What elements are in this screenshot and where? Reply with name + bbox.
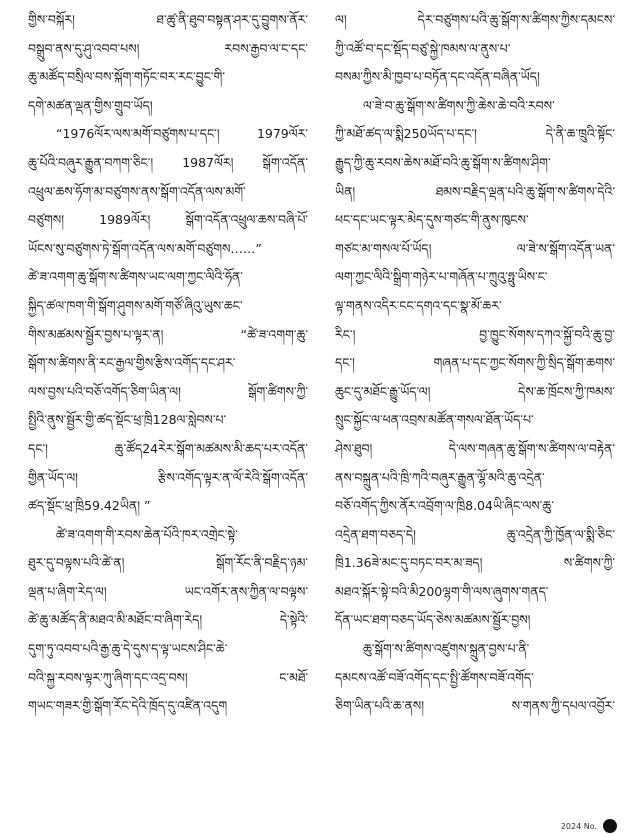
text-line: ཚེ་ཆུ་མཚོད་ནི་མཐའ་མི་མཐོང་བ་ཞིག་རེད། དེ་སྟེའི་ [28,612,308,628]
text-line: ལས་བྱས་པའི་བཅོ་འགོད་ཅིག་ཡིན་ལ། སྒོག་ཚིགས་ཀྱི་ [28,383,308,399]
text-line: ཆུ་པོའི་བཞུར་རྒྱུན་བཀག་ཅིང་། 1987ལོར། སྒོག་འདོན་ [28,154,308,170]
text-line: བའི་སྐྱ་རབས་ལྟར་ཀུ་ཞིག་དང་འདྲ་བས། ང་མཐོ་ [28,669,308,685]
page-footer [561,819,617,833]
text-line: ཆུ་སྒོག་ས་ཚིགས་འཛུགས་སྐྲུན་བྱས་པ་ནི་ [363,641,530,657]
text-line: འཕྲུལ་ཆས་ཧོག་མ་བཙུགས་ནས་སྒོག་འདོན་ལས་མགོ་ [28,183,246,199]
text-line: གཡང་གཟར་གྱི་སྒོག་རོང་དེའི་ཁྲོད་དུ་འཛིན་འདུག [28,698,228,714]
text-line: ཁྲི1.36ཟེ་མང་དུ་བཏང་བར་མ་ཟད། ས་ཚིགས་ཀྱི་ [335,555,615,571]
text-columns [28,6,615,806]
text-line: ཐུར་དུ་བལྟས་པའི་ཚེ་ན། སྒོག་རོང་ནི་བརྗིད་ཉམ་ [28,555,308,571]
text-line: ཚེ་ཟ་འགག་ཆུ་སྒོག་ས་ཚིགས་ཡང་ལག་ཀྱང་ལིའི་ཧོན་ [28,269,243,285]
text-line: གྱིས་བསྐོར། ཐ་ཚུ་ནི་ཐུབ་བསྟན་ཤར་དུ་བྱུགས་ནོར་ [28,12,308,27]
text-line: དང་། ཆུ་ཚོད24རེར་སྒོག་མཚམས་མི་ཆད་པར་འདོན་ [28,440,308,456]
text-line: ལག་ཀྱང་ལིའི་སྒྲིག་གཉེར་པ་གཞོན་པ་ཀྲུའུ་ཧྥུ་ཡིས་ང་ [335,269,548,285]
text-line: དོན་ཡང་ཐག་བཅད་ཡོད་ཅེས་མཚམས་སྦྱོར་བྱས། [335,612,531,628]
text-line: དུག་ཏུ་འབབ་པའི་རྒྱ་ཆུ་དེ་དུས་ད་ལྟ་ཡངས་ཤིང་ཆེ་ [28,641,228,657]
text-line: ཕང་དང་ཡང་ལྟར་མེད་དུས་གཙང་གི་ནུས་ཁུངས་ [335,212,529,228]
text-line: སྲུང་སྐྱོང་ལ་ཕན་འབྲས་མཚོན་གསལ་ཐོན་ཡོད་པ་ [335,412,534,428]
text-line: གཙང་མ་གསལ་པོ་ཡོད། ལ་ཟེ་ས་སྒོག་འདོན་ཡན་ [335,240,615,256]
right-column [335,6,615,806]
text-line: སྒོག་ས་ཚིགས་ནི་རང་རྒྱལ་གྱིས་རྩིས་འགོད་དང་ཤར་ [28,355,236,371]
text-line: གིས་མཚམས་སྦྱོར་བྱས་པ་ལྟར་ན། “ཚེ་ཟ་འགག་ཆུ་ [28,326,308,342]
text-line: བཅོ་འགོད་ཀྱིས་ནོར་འབྲོག་ལ་ཁྲི8.04ཡི་ཞིང་ལས་ཆུ་ [335,498,554,514]
text-line: བསྒྲུབ་ནས་དུ་ཤུ་འབབ་པས། རབས་རྒྱབ་ལ་ང་དང་ [28,40,308,56]
text-line: སྐྱིད་ཚལ་ཁག་གི་སྒོག་ཤུགས་མགོ་གཙོ་ཞིའུ་ཡུས་ཆང་ [28,297,243,313]
text-line: ཚེ་ཟ་འགག་གི་རབས་ཆེན་པོའི་ཁར་འགྲེང་སྟེ་ [56,526,238,542]
text-line: འདྲེན་ཐག་བཅད་དེ། ཆུ་འདྲེན་ཀྱི་ཁྱོན་ལ་སྨི་ཅིང་ [335,526,615,542]
page-footer-label: 2024 No. [560,821,597,831]
left-column [28,6,308,806]
text-line: མཐའ་སྐོར་སྟེ་བའི་མི200ལྷག་གི་ལས་ཞུགས་གནད་ [335,583,549,599]
text-line: ཅིག་ཡིན་པའི་ཆ་ནས། ས་གནས་ཀྱི་དཔལ་འབྱོར་ [335,698,615,714]
text-line: “1976ལོར་ལས་མགོ་བཙུགས་པ་དང་། 1979ལོར་ [56,126,308,142]
text-line: ཆུ་མཚོད་བསྲིལ་བས་སྐོག་གཏོང་བར་རང་བྱུང་གི་ [28,69,225,85]
text-line: བཙུགས། 1989ལོར། སྒོག་འདོན་འཕྲུལ་ཆས་བཞི་པོ་ [28,212,308,228]
text-line: ཀྱི་མཐོ་ཚད་ལ་སྨི250ཡོད་པ་དང་། དེ་ནི་ཆ་ཁྲུའི་སྟོང་ [335,126,615,142]
text-line: ཚད་སྡོང་ཕྲ་ཁྲི59.42ཡིན། ” [28,498,151,514]
text-line: སྤྱིའི་ནུས་སྦྱོར་གྱི་ཚད་སྡོང་ཕྲ་ཁྲི128ལ་སླེབས་པ་ [28,412,227,428]
text-line: དང་། གཞན་པ་དང་ཀྱང་སོགས་ཀྱི་སྲིད་སྒོག་ཆགས་ [335,355,615,371]
text-line: ལྟ་གནས་འདིར་ངང་དགའ་དང་སྣ་མོ་ཆར་ [335,297,502,313]
text-line: ཤེས་ཐུབ། དེ་ལས་གཞན་ཆུ་སྒོག་ས་ཚིགས་ལ་བརྟེན་ [335,440,615,456]
text-line: ཆུང་དུ་མཐོང་རྒྱུ་ཡོད་ལ། དེས་ཆ་ཁྲོངས་ཀྱི་ཁམས་ [335,383,615,399]
text-line: བསམ་ཀྱིས་མི་ཁྱབ་པ་བཏོན་དང་འདོན་བཞིན་ཡོད། [335,69,540,85]
text-line: ཀྱི་འཚོ་བ་དང་སྡོད་བཙུ་སྐྱེ་ཁམས་ལ་ནུས་པ་ [335,40,511,56]
text-line: དགེ་མཚན་ལྡན་གྱིས་གྲུབ་ཡོད། [28,97,153,113]
text-line: གྱིན་ཡོད་ལ། རྩིས་འགོད་ལྟར་ན་ལོ་རེའི་སྒོག་འདོན་ [28,469,308,485]
text-line: དམངས་འཚོ་བཟོ་འགོད་དང་སྤྱི་ཚོགས་བཟོ་འགོད་ [335,669,534,685]
text-line: ཡོངས་སུ་བཙུགས་ཏེ་སྒོག་འདོན་ལས་མགོ་བཙུགས……” [28,240,262,256]
page-number-badge [603,819,617,833]
text-line: ལྡན་པ་ཞིག་རེད་ལ། ཡང་འགོར་ནས་ཀྱིན་ལ་བལྟས་ [28,583,308,599]
text-line: ནས་བསྐྲུན་པའི་ཁྲི་ཀའི་བཞུར་རྒྱུན་ལྷོ་མའི་ཆུ་འདྲེན་ [335,469,545,485]
text-line: ལ་ཟེ་བ་ཆུ་སྒོག་ས་ཚིགས་ཀྱི་ཆེས་ཆེ་བའི་རབས་ [363,97,555,113]
text-line: ཡིན། ཐམས་བརྗིད་ལྡན་པའི་ཆུ་སྒོག་ས་ཚིགས་དེའི་ [335,183,615,199]
text-line: རིང་། བྱ་ཁྱུང་སོགས་དཀའ་སྐྱོ་བའི་ཆུ་བྱ་ [335,326,615,342]
text-line: རྒྱུད་ཀྱི་ཆུ་རབས་ཆེས་མཐོ་བའི་ཆུ་སྒོག་ས་ཚིགས་ཤིག་ [335,154,551,170]
text-line: ལ། དེར་བཙུགས་པའི་ཆུ་སྒོག་ས་ཚིགས་ཀྱིས་དམངས་ [335,12,615,27]
